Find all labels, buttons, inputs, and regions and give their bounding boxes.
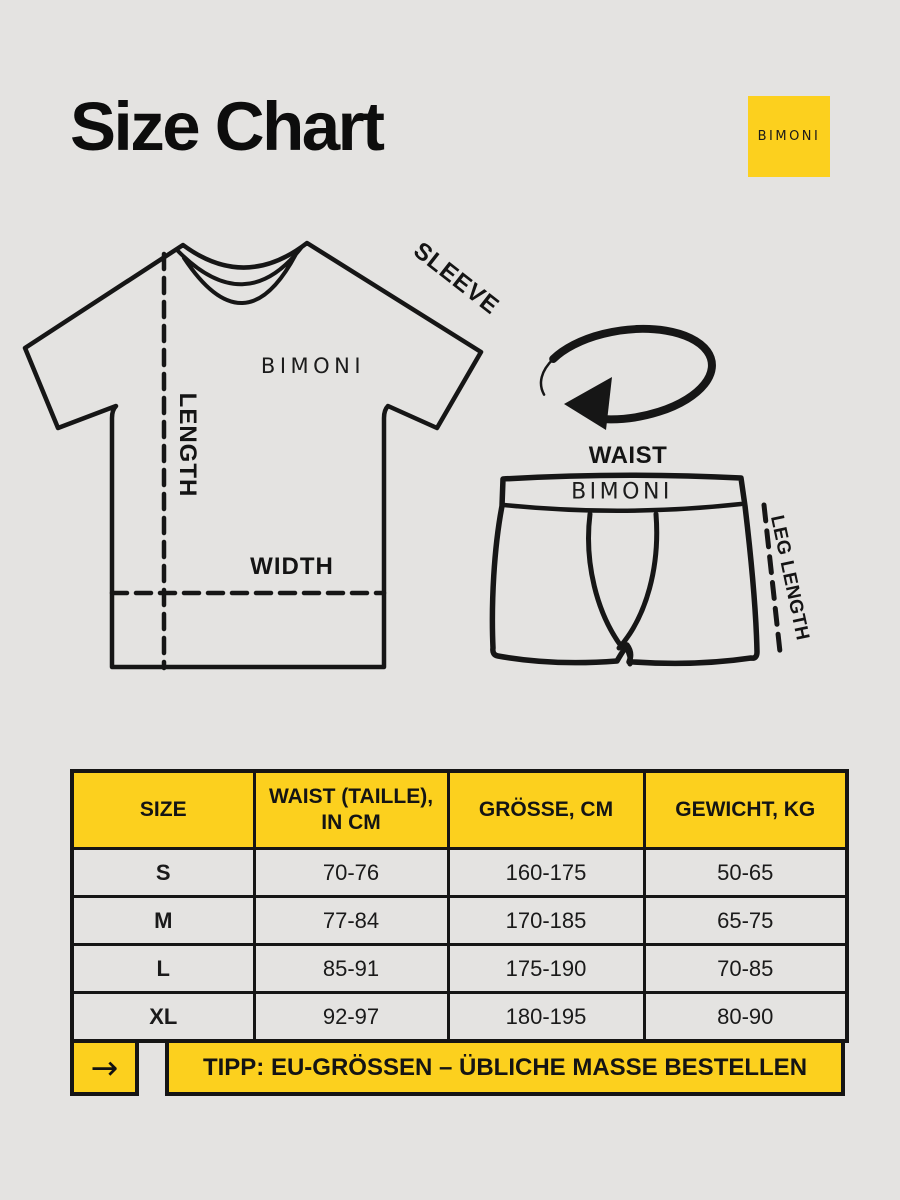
right-arrow-icon: → bbox=[90, 1048, 119, 1087]
table-row bbox=[72, 993, 847, 1042]
waist-label: WAIST bbox=[588, 442, 668, 469]
table-row bbox=[72, 849, 847, 897]
boxer-waistband-line bbox=[504, 504, 741, 511]
shirt-brand-text: BIMONI bbox=[260, 354, 366, 378]
table-row bbox=[72, 945, 847, 993]
boxer-fly-lines bbox=[589, 514, 657, 664]
cell-weight: 65-75 bbox=[644, 897, 847, 945]
cell-weight: 50-65 bbox=[644, 849, 847, 897]
cell-waist: 70-76 bbox=[254, 849, 448, 897]
tip-arrow-box bbox=[70, 1039, 139, 1096]
cell-weight: 80-90 bbox=[644, 993, 847, 1042]
cell-waist: 92-97 bbox=[254, 993, 448, 1042]
brand-logo bbox=[748, 96, 830, 177]
header-cell-waist: WAIST (TAILLE), IN CM bbox=[254, 771, 448, 849]
rotation-arrow-icon bbox=[535, 319, 718, 430]
cell-height: 175-190 bbox=[448, 945, 644, 993]
table-header-row bbox=[72, 771, 847, 849]
cell-size: M bbox=[72, 897, 254, 945]
cell-height: 170-185 bbox=[448, 897, 644, 945]
sleeve-label: SLEEVE bbox=[408, 236, 505, 321]
table-row bbox=[72, 897, 847, 945]
width-label: WIDTH bbox=[250, 553, 334, 580]
cell-size: L bbox=[72, 945, 254, 993]
leg-length-label: LEG LENGTH bbox=[765, 513, 814, 643]
cell-waist: 85-91 bbox=[254, 945, 448, 993]
page-title: Size Chart bbox=[70, 88, 383, 165]
size-table bbox=[70, 769, 849, 1043]
measurement-diagram bbox=[0, 218, 900, 738]
header-cell-size: SIZE bbox=[72, 771, 254, 849]
tshirt-outline bbox=[25, 243, 481, 667]
length-label: LENGTH bbox=[174, 392, 201, 498]
tip-banner-text: TIPP: EU-GRÖSSEN – ÜBLICHE MASSE BESTELLEN bbox=[202, 1053, 808, 1081]
header-cell-weight: GEWICHT, KG bbox=[644, 771, 847, 849]
header-cell-height: GRÖSSE, CM bbox=[448, 771, 644, 849]
rotation-arrowhead bbox=[564, 377, 612, 430]
cell-height: 180-195 bbox=[448, 993, 644, 1042]
tip-banner bbox=[165, 1039, 845, 1096]
brand-logo-text: BIMONI bbox=[757, 129, 821, 144]
cell-size: XL bbox=[72, 993, 254, 1042]
cell-height: 160-175 bbox=[448, 849, 644, 897]
cell-size: S bbox=[72, 849, 254, 897]
boxer-waistband-brand-text: BIMONI bbox=[571, 479, 673, 505]
cell-waist: 77-84 bbox=[254, 897, 448, 945]
cell-weight: 70-85 bbox=[644, 945, 847, 993]
